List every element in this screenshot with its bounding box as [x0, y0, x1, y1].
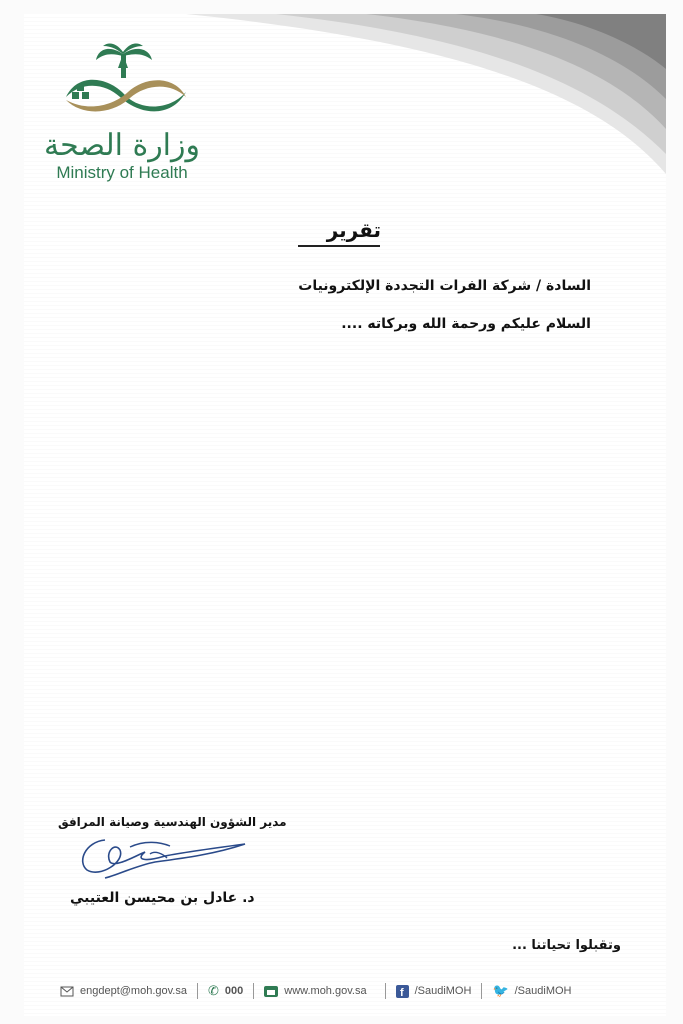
footer-phone: 000: [224, 985, 244, 997]
handwritten-signature: [75, 832, 250, 882]
footer-website[interactable]: www.moh.gov.sa: [284, 985, 367, 997]
ministry-name-arabic: وزارة الصحة: [44, 128, 200, 163]
facebook-icon: [396, 985, 409, 998]
signatory-title: مدير الشؤون الهندسية وصيانة المرافق: [58, 815, 287, 829]
header-swoosh-decoration: [186, 14, 666, 174]
footer-email[interactable]: engdept@moh.gov.sa: [80, 985, 187, 997]
document-title: تقرير: [326, 218, 381, 242]
letterhead-footer: [60, 983, 571, 999]
footer-divider: [197, 983, 198, 999]
title-underline: [298, 245, 380, 247]
svg-text:f: f: [399, 986, 404, 998]
footer-divider: [253, 983, 254, 999]
signatory-name: د. عادل بن محيسن العتيبي: [70, 890, 255, 906]
ministry-name-english: Ministry of Health: [56, 163, 188, 182]
footer-divider: [481, 983, 482, 999]
greeting-line: السلام عليكم ورحمة الله وبركاته ....: [341, 316, 591, 332]
footer-divider: [385, 983, 386, 999]
footer-facebook[interactable]: /SaudiMOH: [414, 985, 472, 997]
ministry-logo-emblem: [58, 42, 193, 117]
twitter-icon: 🐦: [492, 983, 509, 998]
recipient-line: السادة / شركة الفرات التجددة الإلكترونيات: [298, 278, 591, 294]
web-icon: [264, 986, 278, 997]
phone-icon: ✆: [207, 983, 219, 998]
footer-twitter[interactable]: /SaudiMOH: [514, 985, 572, 997]
closing-line: وتقبلوا تحياتنا ...: [512, 938, 621, 953]
mail-icon: [60, 986, 74, 997]
